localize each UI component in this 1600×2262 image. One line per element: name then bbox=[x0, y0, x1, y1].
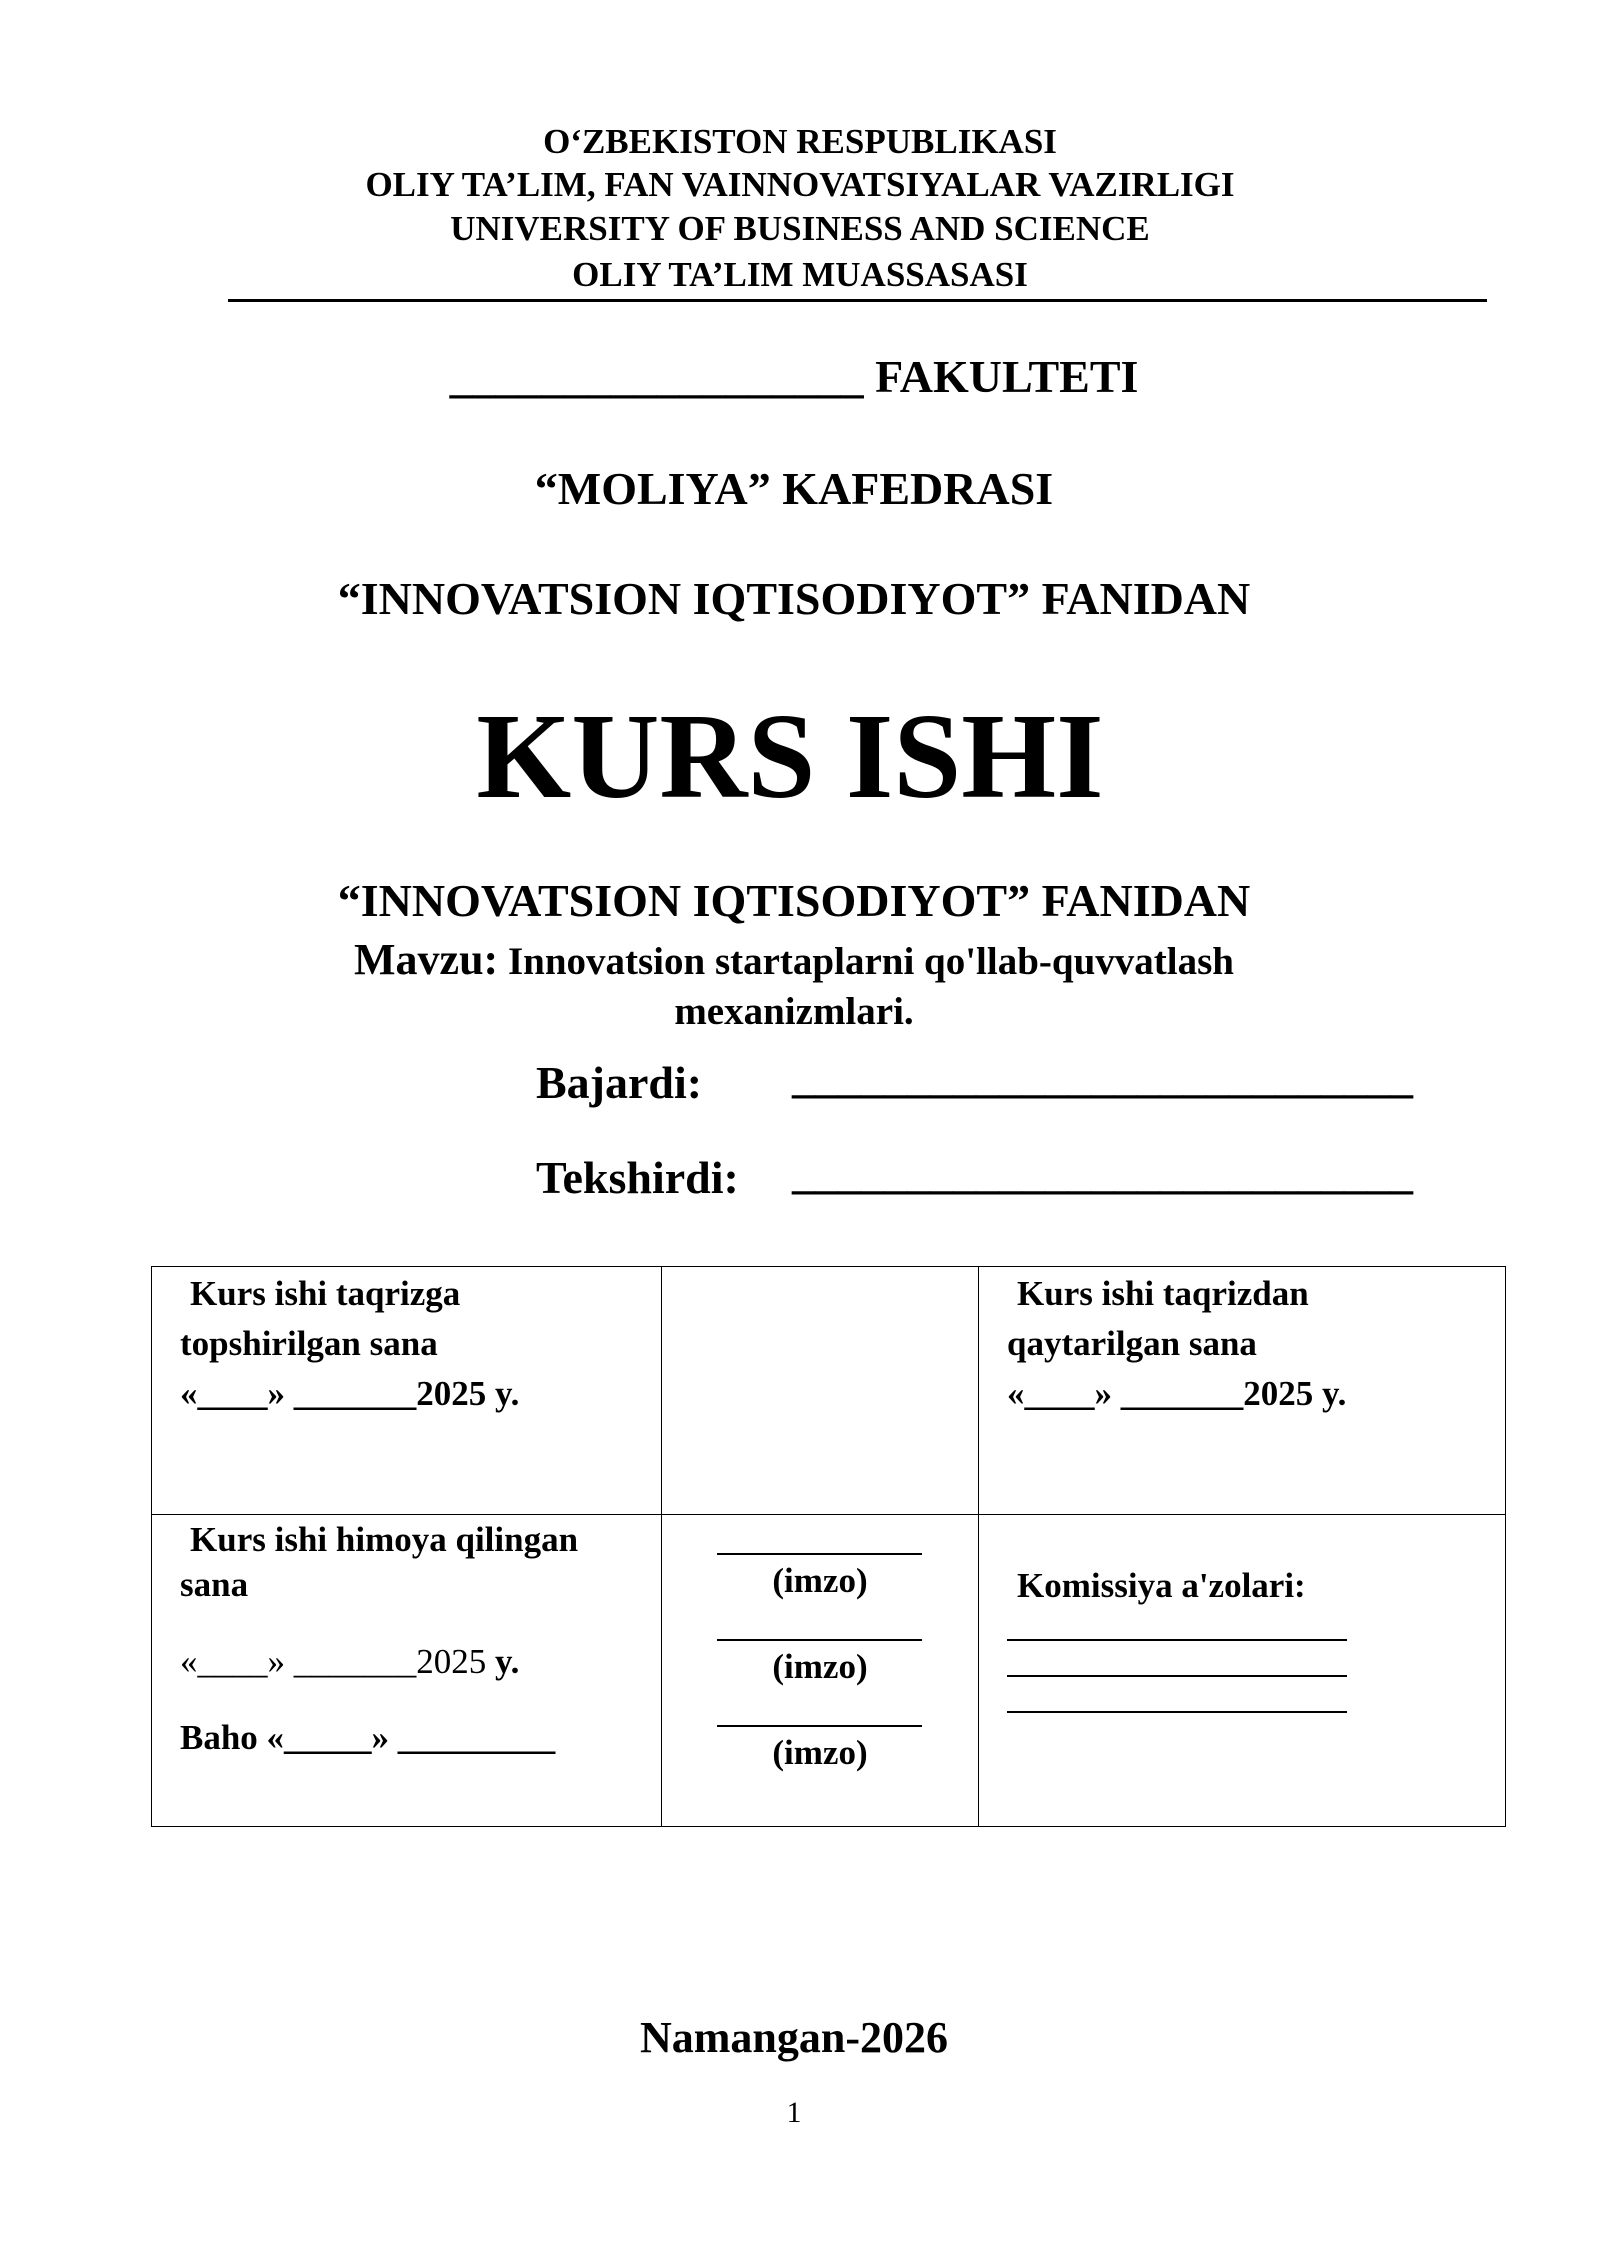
submitted-date[interactable]: «____» _______2025 y. bbox=[180, 1374, 520, 1413]
submitted-cell bbox=[152, 1267, 662, 1515]
page-number: 1 bbox=[786, 2096, 802, 2129]
signature-label-3: (imzo) bbox=[772, 1733, 868, 1772]
commission-label: Komissiya a'zolari: bbox=[1017, 1566, 1306, 1605]
faculty-line: __________________ FAKULTETI bbox=[449, 351, 1139, 402]
defended-date-suffix: y. bbox=[486, 1642, 520, 1681]
signature-line-3[interactable] bbox=[717, 1725, 922, 1727]
commission-line-3[interactable] bbox=[1007, 1711, 1347, 1713]
subject-top: “INNOVATSION IQTISODIYOT” FANIDAN bbox=[337, 573, 1251, 624]
header-country: O‘ZBEKISTON RESPUBLIKASI bbox=[543, 122, 1057, 161]
returned-line-1: Kurs ishi taqrizdan bbox=[1017, 1274, 1309, 1313]
defended-line-2: sana bbox=[180, 1565, 249, 1604]
topic-line-1 bbox=[0, 934, 1594, 988]
topic-text-1: Innovatsion startaplarni qo'llab-quvvatlash bbox=[507, 940, 1234, 983]
topic-label: Mavzu: bbox=[354, 935, 499, 984]
commission-line-1[interactable] bbox=[1007, 1639, 1347, 1641]
header-divider bbox=[228, 299, 1487, 302]
footer-city-year: Namangan-2026 bbox=[639, 2013, 949, 2062]
tekshirdi-label: Tekshirdi: bbox=[536, 1152, 739, 1203]
signature-cell bbox=[662, 1515, 979, 1827]
document-title: KURS ISHI bbox=[476, 689, 1104, 824]
signature-line-2[interactable] bbox=[717, 1639, 922, 1641]
commission-line-2[interactable] bbox=[1007, 1675, 1347, 1677]
returned-date[interactable]: «____» _______2025 y. bbox=[1007, 1374, 1347, 1413]
department-line: “MOLIYA” KAFEDRASI bbox=[534, 463, 1054, 514]
returned-line-2: qaytarilgan sana bbox=[1007, 1324, 1257, 1363]
defended-date[interactable] bbox=[180, 1637, 519, 1687]
returned-cell bbox=[979, 1267, 1506, 1515]
submitted-line-2: topshirilgan sana bbox=[180, 1324, 438, 1363]
defended-date-prefix: «____» _______ bbox=[180, 1642, 417, 1681]
subject-mid: “INNOVATSION IQTISODIYOT” FANIDAN bbox=[337, 875, 1251, 926]
empty-cell bbox=[662, 1267, 979, 1515]
tekshirdi-line[interactable]: ___________________________ bbox=[792, 1147, 1413, 1198]
submitted-line-1: Kurs ishi taqrizga bbox=[190, 1274, 461, 1313]
signature-label-2: (imzo) bbox=[772, 1647, 868, 1686]
header-institution: OLIY TA’LIM MUASSASASI bbox=[572, 255, 1028, 294]
header-university: UNIVERSITY OF BUSINESS AND SCIENCE bbox=[450, 209, 1150, 248]
signature-line-1[interactable] bbox=[717, 1553, 922, 1555]
defended-date-year: 2025 bbox=[416, 1642, 487, 1681]
defended-line-1: Kurs ishi himoya qilingan bbox=[190, 1520, 579, 1559]
header-ministry: OLIY TA’LIM, FAN VAINNOVATSIYALAR VAZIRLIGI bbox=[365, 165, 1235, 204]
review-table bbox=[151, 1266, 1506, 1827]
commission-cell bbox=[979, 1515, 1506, 1827]
bajardi-line[interactable]: ___________________________ bbox=[792, 1051, 1413, 1102]
topic-text-2: mexanizmlari. bbox=[674, 990, 914, 1033]
signature-label-1: (imzo) bbox=[772, 1561, 868, 1600]
defended-cell bbox=[152, 1515, 662, 1827]
bajardi-label: Bajardi: bbox=[536, 1057, 703, 1108]
grade-field[interactable]: Baho «_____» _________ bbox=[180, 1718, 556, 1757]
